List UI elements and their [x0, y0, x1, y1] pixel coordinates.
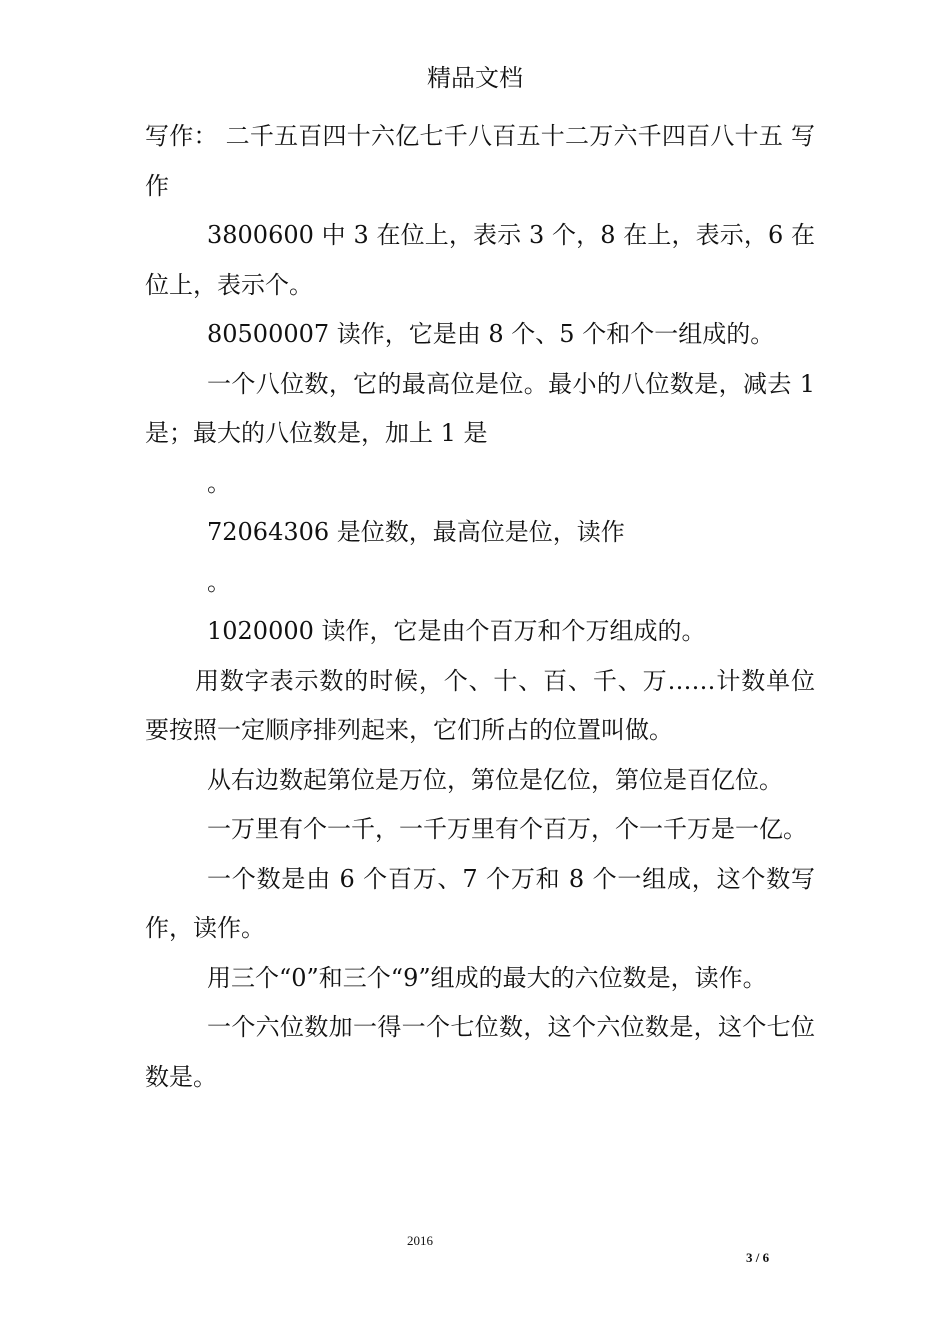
- page-header-title: 精品文档: [427, 64, 523, 92]
- footer-year: 2016: [407, 1233, 433, 1248]
- paragraph-place-value: 用数字表示数的时候，个、十、百、千、万……计数单位要按照一定顺序排列起来，它们所占的位置叫做。: [145, 666, 815, 744]
- paragraph-write-number: 写作： 二千五百四十六亿七千八百五十二万六千四百八十五 写作: [145, 122, 815, 200]
- paragraph-composed-number: 一个数是由 6 个百万、7 个万和 8 个一组成，这个数写作，读作。: [145, 864, 815, 942]
- paragraph-80500007: 80500007 读作，它是由 8 个、5 个和个一组成的。: [207, 320, 775, 348]
- paragraph-period-1: 。: [207, 468, 231, 497]
- paragraph-period-2: 。: [207, 567, 231, 596]
- paragraph-ten-thousand: 一万里有个一千，一千万里有个百万，个一千万是一亿。: [207, 815, 807, 843]
- footer-page-number: 3 / 6: [746, 1250, 770, 1265]
- document-body: [145, 112, 815, 1102]
- paragraph-from-right: 从右边数起第位是万位，第位是亿位，第位是百亿位。: [207, 765, 783, 794]
- paragraph-1020000: 1020000 读作，它是由个百万和个万组成的。: [207, 617, 706, 645]
- paragraph-zeros-nines: 用三个“0”和三个“9”组成的最大的六位数是，读作。: [207, 963, 767, 992]
- paragraph-72064306: 72064306 是位数，最高位是位，读作: [207, 518, 625, 546]
- paragraph-eight-digit: 一个八位数，它的最高位是位。最小的八位数是，减去 1 是；最大的八位数是，加上 1 是: [145, 369, 815, 447]
- paragraph-six-digit: 一个六位数加一得一个七位数，这个六位数是，这个七位数是。: [145, 1013, 815, 1091]
- paragraph-3800600: 3800600 中 3 在位上，表示 3 个，8 在上，表示，6 在位上，表示个。: [145, 221, 815, 299]
